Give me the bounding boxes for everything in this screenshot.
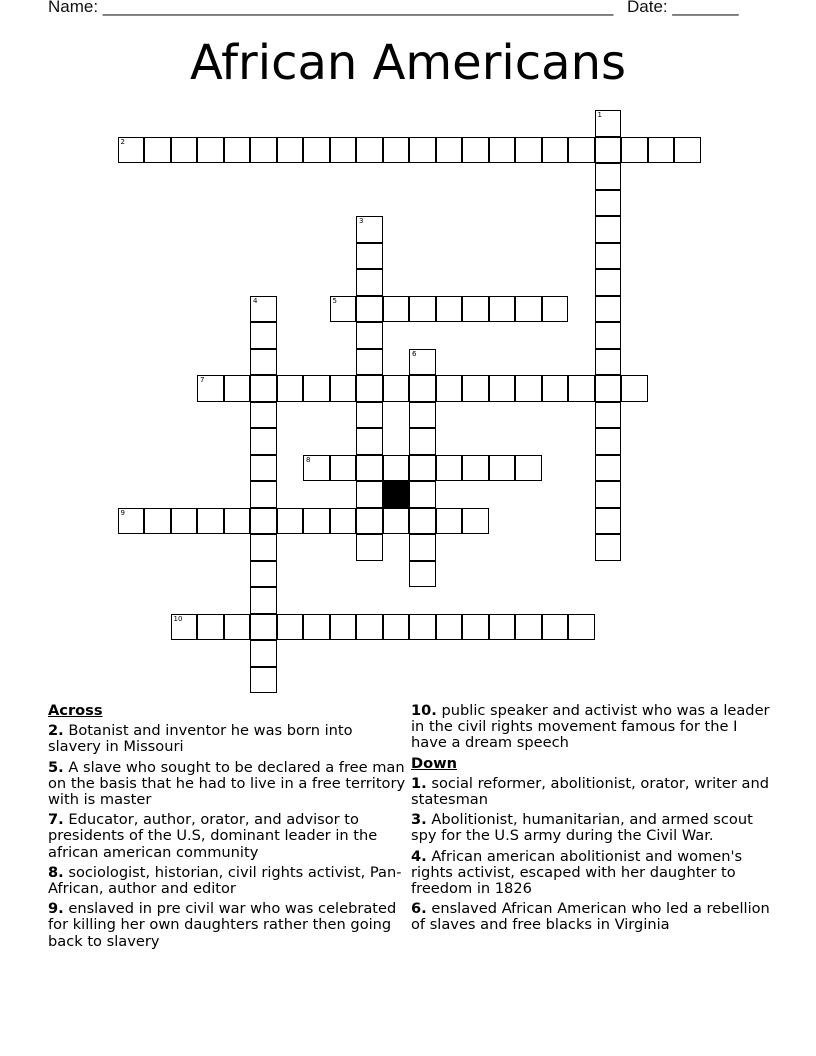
clue-number: 2. [48,722,64,740]
grid-cell [118,137,145,164]
grid-cell [356,481,383,508]
grid-cell [515,137,542,164]
cell-number: 10 [173,614,183,623]
grid-cell [197,508,224,535]
grid-cell [462,137,489,164]
grid-cell [303,508,330,535]
grid-cell [356,137,383,164]
grid-cell [250,375,277,402]
grid-cell [356,349,383,376]
grid-cell [171,508,198,535]
grid-cell [303,614,330,641]
clue-number: 10. [411,702,437,719]
grid-cell [383,375,410,402]
cell-number: 4 [253,296,258,305]
grid-cell [595,349,622,376]
grid-cell [648,137,675,164]
grid-cell [542,614,569,641]
grid-cell [197,375,224,402]
grid-cell [542,137,569,164]
grid-cell [356,322,383,349]
grid-cell [409,481,436,508]
grid-cell [568,137,595,164]
grid-cell [436,614,463,641]
grid-cell [171,137,198,164]
grid-cell [383,455,410,482]
grid-cell [595,455,622,482]
clue-across-8 [48,865,408,897]
grid-cell [330,508,357,535]
grid-cell [595,216,622,243]
grid-cell [409,375,436,402]
grid-cell [515,455,542,482]
grid-cell [250,587,277,614]
grid-cell [356,375,383,402]
grid-cell [621,375,648,402]
grid-cell [250,428,277,455]
grid-cell [383,137,410,164]
grid-cell [330,375,357,402]
clue-across-5 [48,760,408,809]
grid-cell [250,137,277,164]
clue-text: A slave who sought to be declared a free man on the basis that he had to live in a free territory with is master [48,758,406,809]
cell-number: 1 [597,111,602,119]
clue-number: 6. [411,900,427,918]
grid-cell [277,137,304,164]
grid-cell [542,375,569,402]
clue-number: 5. [48,758,64,776]
grid-cell [674,137,701,164]
cell-number: 8 [306,455,311,464]
grid-cell [409,561,436,588]
grid-cell [436,296,463,323]
date-field-label: Date: _______ [627,0,739,16]
grid-cell [144,508,171,535]
grid-cell [356,296,383,323]
cell-number: 5 [332,296,337,305]
grid-cell [356,243,383,270]
clue-text: sociologist, historian, civil rights activist, Pan-African, author and editor [48,863,402,898]
grid-cell [330,296,357,323]
cell-number: 3 [359,217,364,225]
clue-text: public speaker and activist who was a leader in the civil rights movement famous for the I have a dream speech [411,702,770,752]
grid-cell [224,375,251,402]
grid-cell [356,534,383,561]
grid-cell [595,508,622,535]
grid-cell [356,269,383,296]
cell-number: 6 [412,349,417,358]
grid-cell [409,534,436,561]
clue-text: social reformer, abolitionist, orator, writer and statesman [411,774,769,809]
grid-cell [515,614,542,641]
clue-across-9 [48,901,408,950]
grid-cell [436,455,463,482]
grid-cell [515,375,542,402]
clue-down-4 [411,849,771,898]
grid-cell [330,455,357,482]
grid-cell [356,455,383,482]
grid-cell [409,349,436,376]
grid-cell [595,137,622,164]
grid-cell [224,508,251,535]
grid-cell [409,614,436,641]
grid-cell [489,455,516,482]
cell-number: 7 [200,376,205,384]
grid-cell [568,375,595,402]
grid-cell [250,534,277,561]
grid-cell [250,667,277,694]
grid-cell [595,402,622,429]
grid-cell [409,296,436,323]
grid-cell [118,508,145,535]
clue-number: 9. [48,900,64,918]
clue-across-10 [411,703,771,752]
grid-cell [250,561,277,588]
grid-cell [436,137,463,164]
grid-cell [462,455,489,482]
clues-column-right [411,703,771,938]
clue-down-6 [411,901,771,933]
grid-cell [595,296,622,323]
clue-text: Abolitionist, humanitarian, and armed scout spy for the U.S army during the Civil War. [411,811,753,845]
grid-cell [462,375,489,402]
grid-cell [224,614,251,641]
grid-black-cell [383,481,410,508]
grid-cell [383,508,410,535]
grid-cell [277,614,304,641]
grid-cell [356,508,383,535]
grid-cell [621,137,648,164]
grid-cell [409,428,436,455]
grid-cell [303,375,330,402]
grid-cell [409,508,436,535]
grid-cell [250,508,277,535]
grid-cell [250,455,277,482]
name-field-label: Name: ______________________________________________________ [48,0,614,16]
grid-cell [356,614,383,641]
clue-text: African american abolitionist and women's rights activist, escaped with her daughter to freedom in 1826 [411,847,743,898]
grid-cell [197,614,224,641]
grid-cell [595,481,622,508]
grid-cell [144,137,171,164]
cell-number: 9 [120,508,125,517]
grid-cell [462,614,489,641]
grid-cell [462,296,489,323]
grid-cell [462,508,489,535]
grid-cell [515,296,542,323]
grid-cell [250,481,277,508]
clue-number: 4. [411,847,427,865]
grid-cell [250,614,277,641]
grid-cell [595,110,622,137]
grid-cell [409,137,436,164]
grid-cell [250,349,277,376]
grid-cell [436,508,463,535]
clue-number: 3. [411,811,427,829]
grid-cell [595,243,622,270]
grid-cell [568,614,595,641]
clue-down-1 [411,776,771,808]
grid-cell [383,614,410,641]
grid-cell [303,455,330,482]
grid-cell [171,614,198,641]
grid-cell [330,137,357,164]
grid-cell [409,455,436,482]
clue-text: Educator, author, orator, and advisor to presidents of the U.S, dominant leader in the african american community [48,811,378,861]
across-heading: Across [48,702,103,719]
clue-number: 7. [48,811,64,829]
grid-cell [303,137,330,164]
clue-number: 8. [48,863,64,881]
grid-cell [250,322,277,349]
clue-down-3 [411,812,771,844]
grid-cell [489,137,516,164]
grid-cell [383,296,410,323]
grid-cell [436,375,463,402]
grid-cell [489,614,516,641]
grid-cell [595,428,622,455]
page-title: African Americans [189,35,626,91]
grid-cell [595,534,622,561]
grid-cell [489,375,516,402]
grid-cell [489,296,516,323]
grid-cell [356,402,383,429]
grid-cell [197,137,224,164]
clue-across-7 [48,812,408,861]
grid-cell [277,375,304,402]
grid-cell [250,640,277,667]
cell-number: 2 [120,137,125,146]
grid-cell [595,322,622,349]
grid-cell [250,296,277,323]
clue-across-2 [48,723,408,755]
grid-cell [595,163,622,190]
grid-cell [595,190,622,217]
grid-cell [277,508,304,535]
clue-text: enslaved African American who led a rebellion of slaves and free blacks in Virginia [411,900,770,934]
grid-cell [595,269,622,296]
clues-column-left [48,703,408,954]
clue-text: enslaved in pre civil war who was celebrated for killing her own daughters rather then going back to slavery [48,900,397,950]
grid-cell [542,296,569,323]
down-heading: Down [411,754,458,772]
grid-cell [224,137,251,164]
grid-cell [409,402,436,429]
grid-cell [356,216,383,243]
grid-cell [250,402,277,429]
grid-cell [595,375,622,402]
clue-number: 1. [411,774,427,792]
grid-cell [356,428,383,455]
clue-text: Botanist and inventor he was born into slavery in Missouri [48,722,353,756]
grid-cell [330,614,357,641]
